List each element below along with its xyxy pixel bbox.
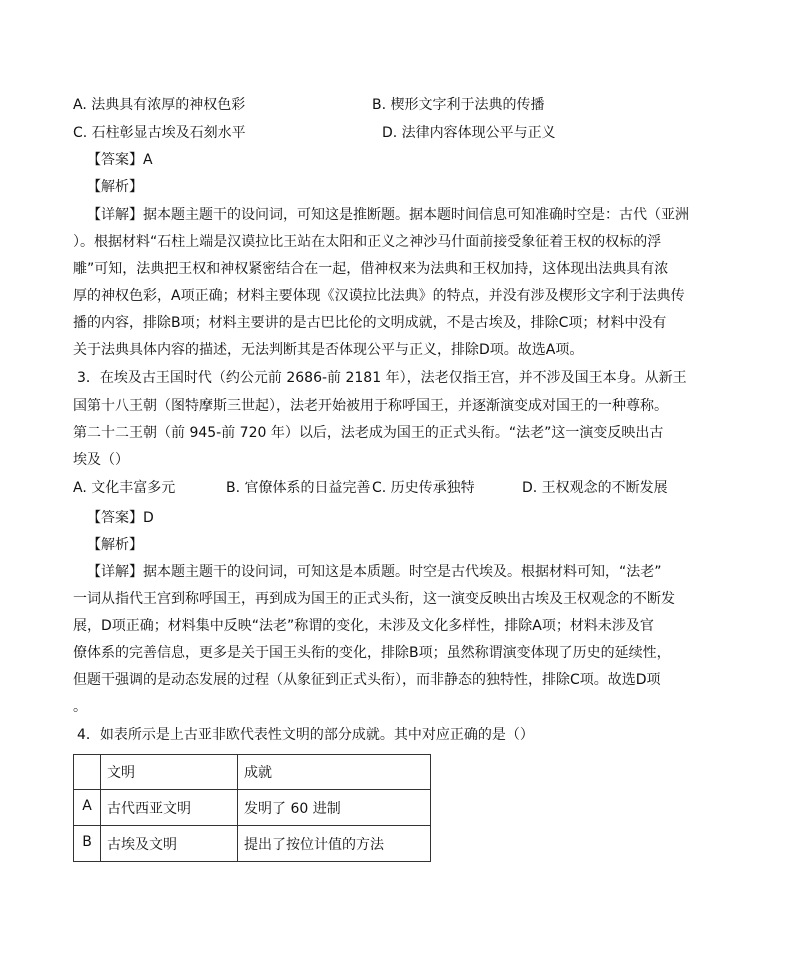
table-header-cell: 文明	[101, 755, 238, 790]
table-cell: 提出了按位计值的方法	[238, 826, 431, 862]
q2-detail-line: 播的内容，排除B项；材料主要讲的是古巴比伦的文明成就，不是古埃及，排除C项；材料中没有	[73, 315, 667, 331]
q2-option-d: D. 法律内容体现公平与正义	[382, 125, 556, 141]
q3-detail-line: 一词从指代王宫到称呼国王，再到成为国王的正式头衔，这一演变反映出古埃及王权观念的不断发	[73, 591, 675, 607]
q2-detail-line: 雕”可知，法典把王权和神权紧密结合在一起，借神权来为法典和王权加持，这体现出法典具有浓	[73, 261, 669, 277]
table-cell: 古埃及文明	[101, 826, 238, 862]
q2-detail-line: 厚的神权色彩，A项正确；材料主要体现《汉谟拉比法典》的特点，并没有涉及楔形文字利于法典传	[73, 288, 685, 304]
q3-option-d: D. 王权观念的不断发展	[522, 480, 668, 496]
q3-stem-line: 埃及（）	[73, 452, 129, 468]
q3-stem-line: 第二十二王朝（前 945-前 720 年）以后，法老成为国王的正式头衔。“法老”这一演变反映出古	[73, 425, 664, 441]
q2-detail-line: 关于法典具体内容的描述，无法判断其是否体现公平与正义，排除D项。故选A项。	[73, 342, 584, 358]
q3-answer: 【答案】D	[87, 510, 154, 526]
table-cell: 古代西亚文明	[101, 790, 238, 826]
q3-option-a: A. 文化丰富多元	[73, 480, 176, 496]
table-row-key: B	[74, 826, 101, 862]
q3-detail-line: 【详解】据本题主题干的设问词，可知这是本质题。时空是古代埃及。根据材料可知，“法老”	[87, 564, 662, 580]
table-row-key: A	[74, 790, 101, 826]
q2-detail-line: 【详解】据本题主题干的设问词，可知这是推断题。据本题时间信息可知准确时空是：古代（亚洲	[87, 207, 689, 223]
table-cell: 发明了 60 进制	[238, 790, 431, 826]
q3-detail-line: 展，D项正确；材料集中反映“法老”称谓的变化，未涉及文化多样性，排除A项；材料未涉及官	[73, 618, 654, 634]
q2-option-a: A. 法典具有浓厚的神权色彩	[73, 97, 246, 113]
q3-detail-line: 。	[73, 699, 87, 715]
q2-detail-line: ）。根据材料“石柱上端是汉谟拉比王站在太阳和正义之神沙马什面前接受象征着王权的权标的浮	[73, 234, 662, 250]
q2-answer: 【答案】A	[87, 152, 153, 168]
q4-table	[73, 754, 431, 862]
table-row	[74, 826, 431, 862]
table-cell	[74, 755, 101, 790]
q3-detail-line: 僚体系的完善信息，更多是关于国王头衔的变化，排除B项；虽然称谓演变体现了历史的延续性，	[73, 645, 671, 661]
table-header-cell: 成就	[238, 755, 431, 790]
q3-analysis-label: 【解析】	[87, 537, 143, 553]
q2-analysis-label: 【解析】	[87, 179, 143, 195]
q4-stem: 4．如表所示是上古亚非欧代表性文明的部分成就。其中对应正确的是（）	[77, 727, 534, 743]
q3-option-c: C. 历史传承独特	[372, 480, 475, 496]
q3-stem-line: 国第十八王朝（图特摩斯三世起），法老开始被用于称呼国王，并逐渐演变成对国王的一种尊称。	[73, 398, 668, 414]
q3-option-b: B. 官僚体系的日益完善	[226, 480, 371, 496]
q2-option-b: B. 楔形文字利于法典的传播	[372, 97, 545, 113]
q3-stem-line: 3．在埃及古王国时代（约公元前 2686-前 2181 年），法老仅指王宫，并不涉及国王本身。从新王	[77, 370, 687, 386]
q2-option-c: C. 石柱彰显古埃及石刻水平	[73, 125, 246, 141]
q3-detail-line: 但题干强调的是动态发展的过程（从象征到正式头衔），而非静态的独特性，排除C项。故选D项	[73, 672, 661, 688]
table-header-row	[74, 755, 431, 790]
table-row	[74, 790, 431, 826]
